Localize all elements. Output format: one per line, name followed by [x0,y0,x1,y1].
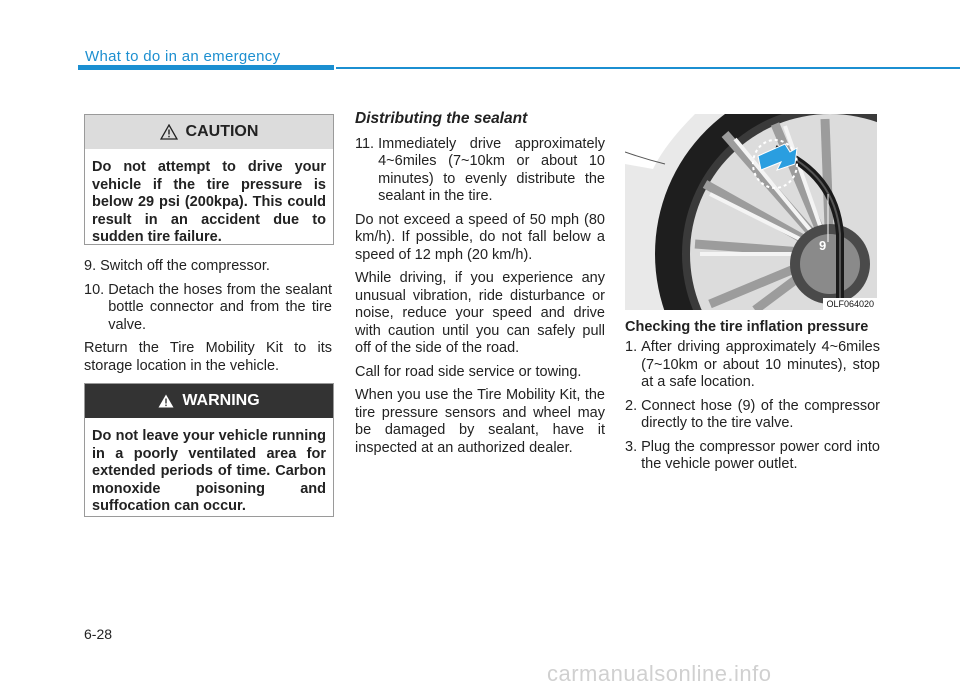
distributing-heading: Distributing the sealant [355,110,528,127]
caution-text: Do not attempt to drive your vehicle if the tire pressure is below 29 psi (200kpa). This could result in an accident due to sudden tire failure. [92,159,326,245]
caution-title: CAUTION [185,123,259,140]
page-number: 6-28 [84,626,113,642]
column-left [84,258,332,381]
step-3-text: Plug the compressor power cord into the vehicle power outlet. [641,438,880,472]
warning-box [84,383,334,517]
tire-illustration [625,114,877,310]
caution-box [84,114,334,245]
vibration-paragraph: While driving, if you experience any unusual vibration, ride disturbance or noise, reduce your speed and drive with caution until you can safely pull off of the side of the road. [355,270,605,356]
speed-paragraph: Do not exceed a speed of 50 mph (80 km/h). If possible, do not fall below a speed of 12 mph (20 km/h). [355,211,605,263]
step-2 [625,398,880,433]
step-1 [625,339,880,392]
step-11-number: 11. [355,135,379,152]
step-3 [625,439,880,474]
step-1-number: 1. [625,339,642,355]
step-2-number: 2. [625,397,642,414]
sensor-paragraph: When you use the Tire Mobility Kit, the tire pressure sensors and wheel may be damaged by sealant, have it inspected at an authorized dealer. [355,387,605,456]
step-11-text: Immediately drive approximately 4~6miles (7~10km or about 10 minutes) to evenly distribute the sealant in the tire. [378,135,605,204]
tire-wheel-image [625,114,877,310]
warning-text: Do not leave your vehicle running in a poorly ventilated area for extended periods of time. Carbon monoxide poisoning and suffocation can occur. [92,428,326,514]
step-11 [355,136,605,206]
warning-title: WARNING [182,392,260,409]
return-kit-paragraph: Return the Tire Mobility Kit to its storage location in the vehicle. [84,340,332,374]
step-10-text: Detach the hoses from the sealant bottle connector and from the tire valve. [108,281,332,333]
inflation-heading: Checking the tire inflation pressure [625,319,869,335]
section-title: What to do in an emergency [85,48,281,65]
column-right [625,319,880,480]
step-9: 9. Switch off the compressor. [84,258,270,274]
header-rule-thick [78,65,334,70]
warning-header [85,384,333,418]
step-10 [84,282,332,335]
figure-callout-9: 9 [819,238,827,253]
header-rule-thin [336,67,960,69]
step-3-number: 3. [625,438,642,455]
caution-header [85,115,333,149]
step-10-number: 10. [84,281,109,298]
step-2-text: Connect hose (9) of the compressor directly to the tire valve. [641,397,880,431]
towing-paragraph: Call for road side service or towing. [355,363,582,380]
watermark: carmanualsonline.info [547,661,772,686]
warning-triangle-icon [158,394,174,408]
step-1-text: After driving approximately 4~6miles (7~10km or about 10 minutes), stop at a safe location. [641,339,880,390]
figure-code: OLF064020 [823,298,877,310]
column-middle [355,110,605,463]
caution-triangle-icon [160,124,178,140]
